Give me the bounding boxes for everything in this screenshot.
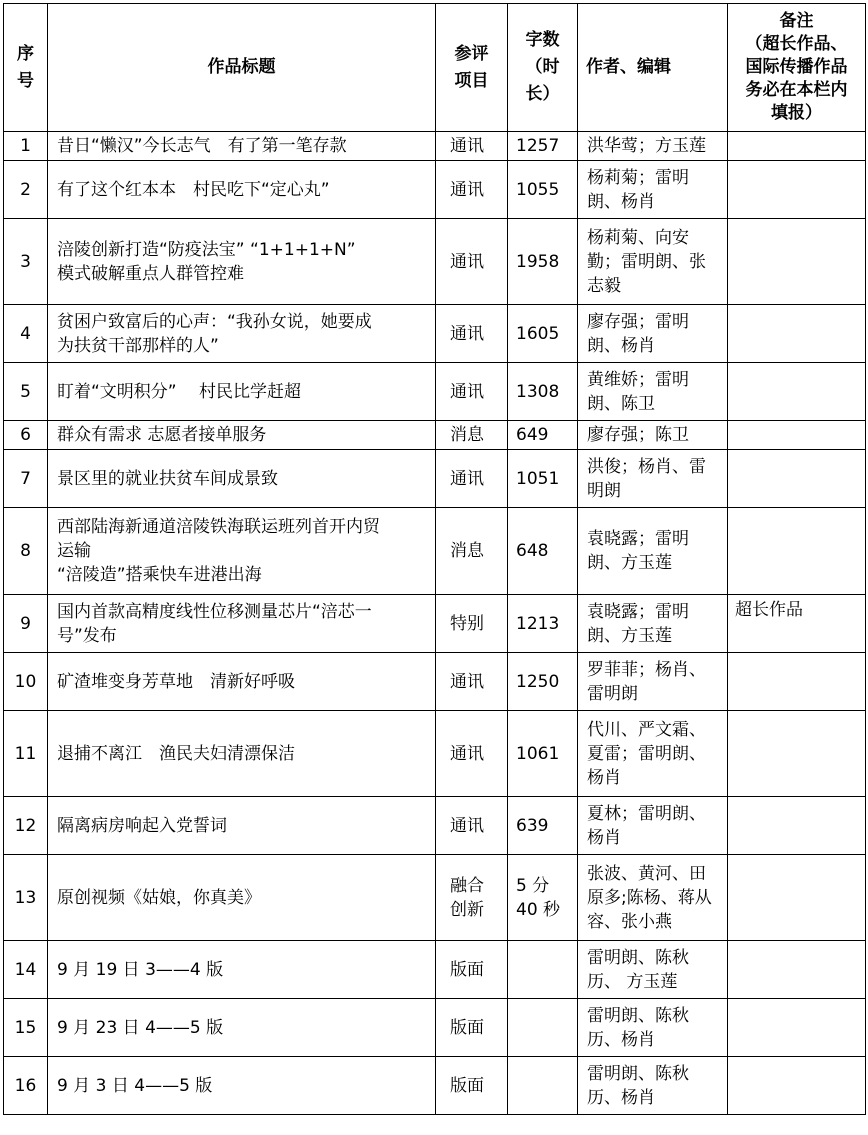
row-authors: 廖存强；雷明 朗、杨肖 <box>578 305 728 363</box>
row-title: 原创视频《姑娘，你真美》 <box>48 855 436 941</box>
row-note <box>728 305 866 363</box>
row-category: 通讯 <box>436 132 508 161</box>
row-authors: 代川、严文霜、 夏雷；雷明朗、 杨肖 <box>578 711 728 797</box>
row-title: 群众有需求 志愿者接单服务 <box>48 421 436 450</box>
row-title: 有了这个红本本 村民吃下“定心丸” <box>48 161 436 219</box>
row-length: 1308 <box>508 363 578 421</box>
row-category: 版面 <box>436 941 508 999</box>
row-category: 通讯 <box>436 797 508 855</box>
row-authors: 廖存强；陈卫 <box>578 421 728 450</box>
row-number: 15 <box>4 999 48 1057</box>
table-row <box>4 363 866 421</box>
row-length <box>508 1057 578 1115</box>
row-length: 5 分 40 秒 <box>508 855 578 941</box>
row-authors: 罗菲菲；杨肖、 雷明朗 <box>578 653 728 711</box>
row-number: 9 <box>4 595 48 653</box>
row-note <box>728 363 866 421</box>
row-number: 6 <box>4 421 48 450</box>
row-length: 1061 <box>508 711 578 797</box>
row-number: 14 <box>4 941 48 999</box>
header-authors: 作者、编辑 <box>578 4 728 132</box>
row-note <box>728 855 866 941</box>
row-title: 涪陵创新打造“防疫法宝” “1+1+1+N” 模式破解重点人群管控难 <box>48 219 436 305</box>
row-note <box>728 450 866 508</box>
row-length: 1051 <box>508 450 578 508</box>
row-title: 贫困户致富后的心声：“我孙女说，她要成 为扶贫干部那样的人” <box>48 305 436 363</box>
row-authors: 袁晓露；雷明 朗、方玉莲 <box>578 508 728 595</box>
row-category: 通讯 <box>436 305 508 363</box>
row-title: 西部陆海新通道涪陵铁海联运班列首开内贸 运输 “涪陵造”搭乘快车进港出海 <box>48 508 436 595</box>
row-note <box>728 1057 866 1115</box>
row-title: 9 月 19 日 3——4 版 <box>48 941 436 999</box>
row-authors: 张波、黄河、田 原多;陈杨、蒋从 容、张小燕 <box>578 855 728 941</box>
row-category: 特别 <box>436 595 508 653</box>
row-number: 5 <box>4 363 48 421</box>
works-table <box>3 3 866 1115</box>
row-note: 超长作品 <box>728 595 866 653</box>
row-category: 通讯 <box>436 711 508 797</box>
table-row <box>4 797 866 855</box>
row-length: 639 <box>508 797 578 855</box>
row-note <box>728 132 866 161</box>
table-row <box>4 132 866 161</box>
row-category: 消息 <box>436 421 508 450</box>
row-authors: 黄维娇；雷明 朗、陈卫 <box>578 363 728 421</box>
table-row <box>4 450 866 508</box>
row-title: 昔日“懒汉”今长志气 有了第一笔存款 <box>48 132 436 161</box>
row-authors: 洪俊；杨肖、雷 明朗 <box>578 450 728 508</box>
row-number: 10 <box>4 653 48 711</box>
row-number: 4 <box>4 305 48 363</box>
row-title: 国内首款高精度线性位移测量芯片“涪芯一 号”发布 <box>48 595 436 653</box>
row-note <box>728 999 866 1057</box>
row-length <box>508 941 578 999</box>
header-note: 备注 （超长作品、 国际传播作品 务必在本栏内 填报） <box>728 4 866 132</box>
header-category: 参评 项目 <box>436 4 508 132</box>
table-row <box>4 305 866 363</box>
header-no: 序 号 <box>4 4 48 132</box>
row-title: 矿渣堆变身芳草地 清新好呼吸 <box>48 653 436 711</box>
row-title: 隔离病房响起入党誓词 <box>48 797 436 855</box>
row-authors: 雷明朗、陈秋 历、杨肖 <box>578 1057 728 1115</box>
table-row <box>4 421 866 450</box>
row-authors: 杨莉菊；雷明 朗、杨肖 <box>578 161 728 219</box>
row-number: 1 <box>4 132 48 161</box>
row-category: 通讯 <box>436 219 508 305</box>
row-authors: 雷明朗、陈秋 历、杨肖 <box>578 999 728 1057</box>
header-row <box>4 4 866 132</box>
row-length: 1958 <box>508 219 578 305</box>
row-category: 版面 <box>436 999 508 1057</box>
table-row <box>4 1057 866 1115</box>
row-number: 7 <box>4 450 48 508</box>
row-length: 1605 <box>508 305 578 363</box>
row-authors: 杨莉菊、向安 勤；雷明朗、张 志毅 <box>578 219 728 305</box>
row-category: 通讯 <box>436 450 508 508</box>
row-category: 融合 创新 <box>436 855 508 941</box>
row-category: 通讯 <box>436 161 508 219</box>
row-title: 盯着“文明积分” 村民比学赶超 <box>48 363 436 421</box>
row-length <box>508 999 578 1057</box>
row-number: 13 <box>4 855 48 941</box>
row-authors: 袁晓露；雷明 朗、方玉莲 <box>578 595 728 653</box>
row-length: 1250 <box>508 653 578 711</box>
works-table-container <box>3 3 866 1115</box>
table-row <box>4 219 866 305</box>
row-note <box>728 653 866 711</box>
row-authors: 洪华莺；方玉莲 <box>578 132 728 161</box>
row-note <box>728 797 866 855</box>
row-note <box>728 421 866 450</box>
table-row <box>4 595 866 653</box>
table-row <box>4 711 866 797</box>
row-note <box>728 508 866 595</box>
header-title: 作品标题 <box>48 4 436 132</box>
row-title: 9 月 23 日 4——5 版 <box>48 999 436 1057</box>
row-authors: 夏林；雷明朗、 杨肖 <box>578 797 728 855</box>
row-category: 消息 <box>436 508 508 595</box>
row-note <box>728 161 866 219</box>
table-row <box>4 855 866 941</box>
table-row <box>4 161 866 219</box>
row-category: 通讯 <box>436 363 508 421</box>
row-number: 11 <box>4 711 48 797</box>
row-number: 16 <box>4 1057 48 1115</box>
row-category: 通讯 <box>436 653 508 711</box>
row-title: 景区里的就业扶贫车间成景致 <box>48 450 436 508</box>
row-category: 版面 <box>436 1057 508 1115</box>
row-number: 2 <box>4 161 48 219</box>
table-body <box>4 132 866 1115</box>
row-note <box>728 711 866 797</box>
row-length: 1213 <box>508 595 578 653</box>
row-length: 1055 <box>508 161 578 219</box>
row-length: 1257 <box>508 132 578 161</box>
table-row <box>4 653 866 711</box>
row-number: 12 <box>4 797 48 855</box>
row-authors: 雷明朗、陈秋 历、 方玉莲 <box>578 941 728 999</box>
row-title: 9 月 3 日 4——5 版 <box>48 1057 436 1115</box>
row-number: 3 <box>4 219 48 305</box>
row-number: 8 <box>4 508 48 595</box>
header-length: 字数 （时 长） <box>508 4 578 132</box>
table-row <box>4 941 866 999</box>
row-length: 648 <box>508 508 578 595</box>
row-note <box>728 941 866 999</box>
row-length: 649 <box>508 421 578 450</box>
table-row <box>4 508 866 595</box>
row-note <box>728 219 866 305</box>
row-title: 退捕不离江 渔民夫妇清漂保洁 <box>48 711 436 797</box>
table-row <box>4 999 866 1057</box>
